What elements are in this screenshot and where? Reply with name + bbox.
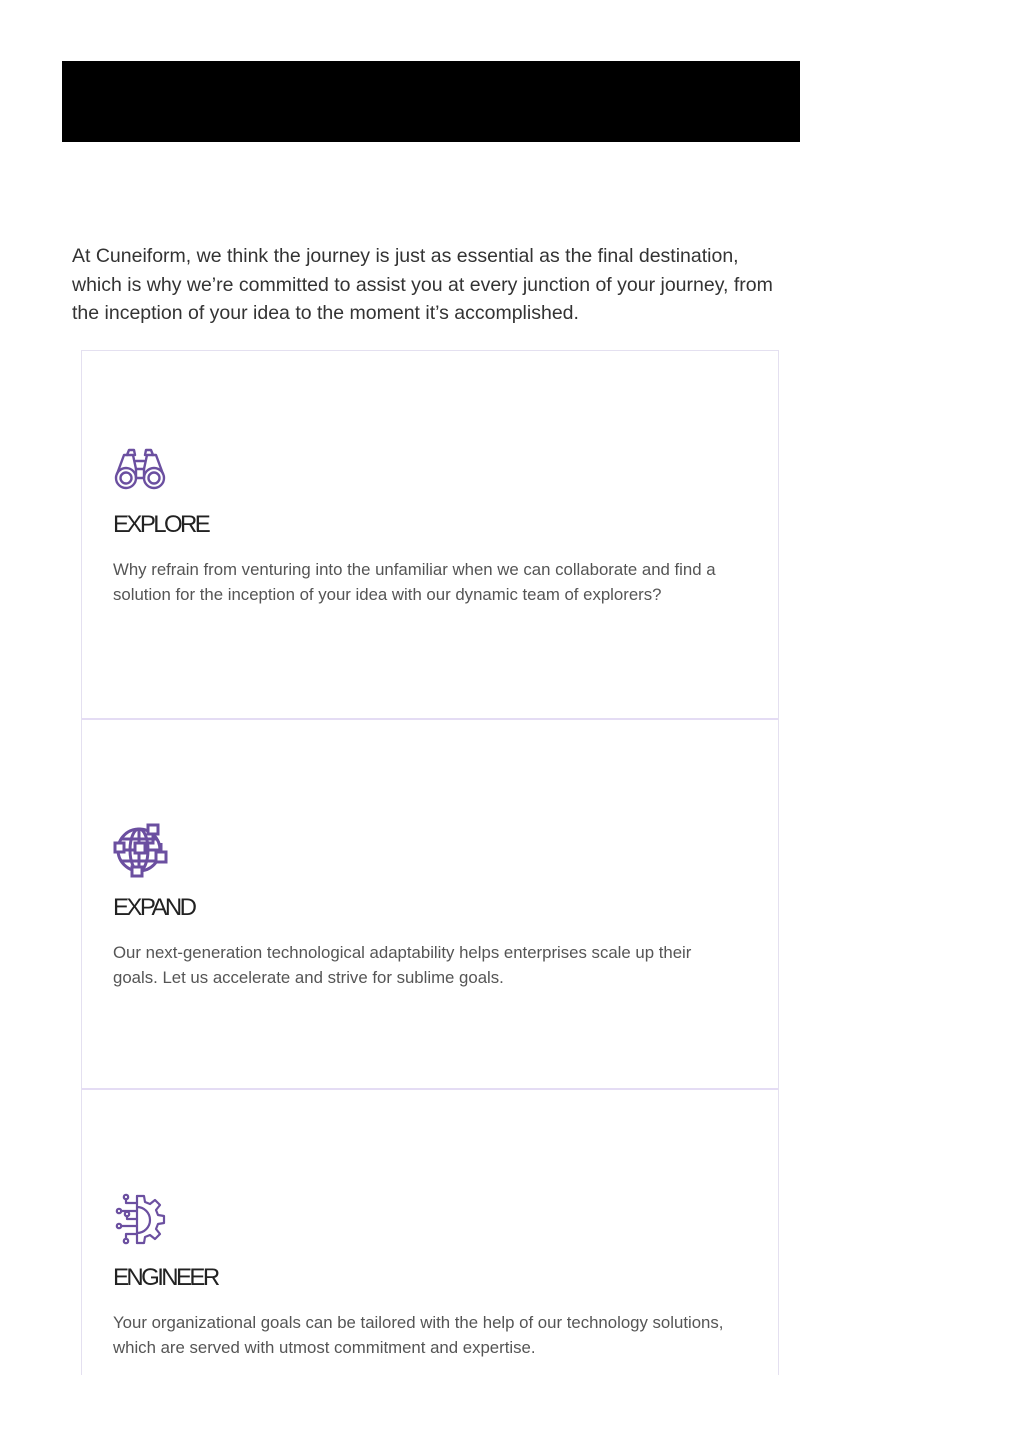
card-title-expand: EXPAND <box>113 894 195 921</box>
card-title-engineer: ENGINEER <box>113 1264 218 1291</box>
card-text-expand: Our next-generation technological adaptability helps enterprises scale up their goals. Let us accelerate and strive for sublime goals. <box>113 943 692 987</box>
card-title-explore: EXPLORE <box>113 511 209 538</box>
hero-banner <box>62 61 800 142</box>
circuit-gear-icon <box>113 1193 169 1249</box>
card-engineer <box>82 1090 778 1376</box>
card-explore <box>82 351 778 719</box>
feature-cards <box>81 350 779 1375</box>
card-text-engineer: Your organizational goals can be tailored with the help of our technology solutions, which are served with utmost commitment and expertise. <box>113 1313 724 1357</box>
binoculars-icon <box>113 447 169 503</box>
intro-paragraph: At Cuneiform, we think the journey is just as essential as the final destination, which is why we’re committed to assist you at every junction of your journey, from the inception of your idea to the moment it’s accomplished. <box>72 245 773 324</box>
card-text-explore: Why refrain from venturing into the unfamiliar when we can collaborate and find a solution for the inception of your idea with our dynamic team of explorers? <box>113 560 716 604</box>
globe-network-icon <box>113 823 169 879</box>
card-expand <box>82 720 778 1088</box>
